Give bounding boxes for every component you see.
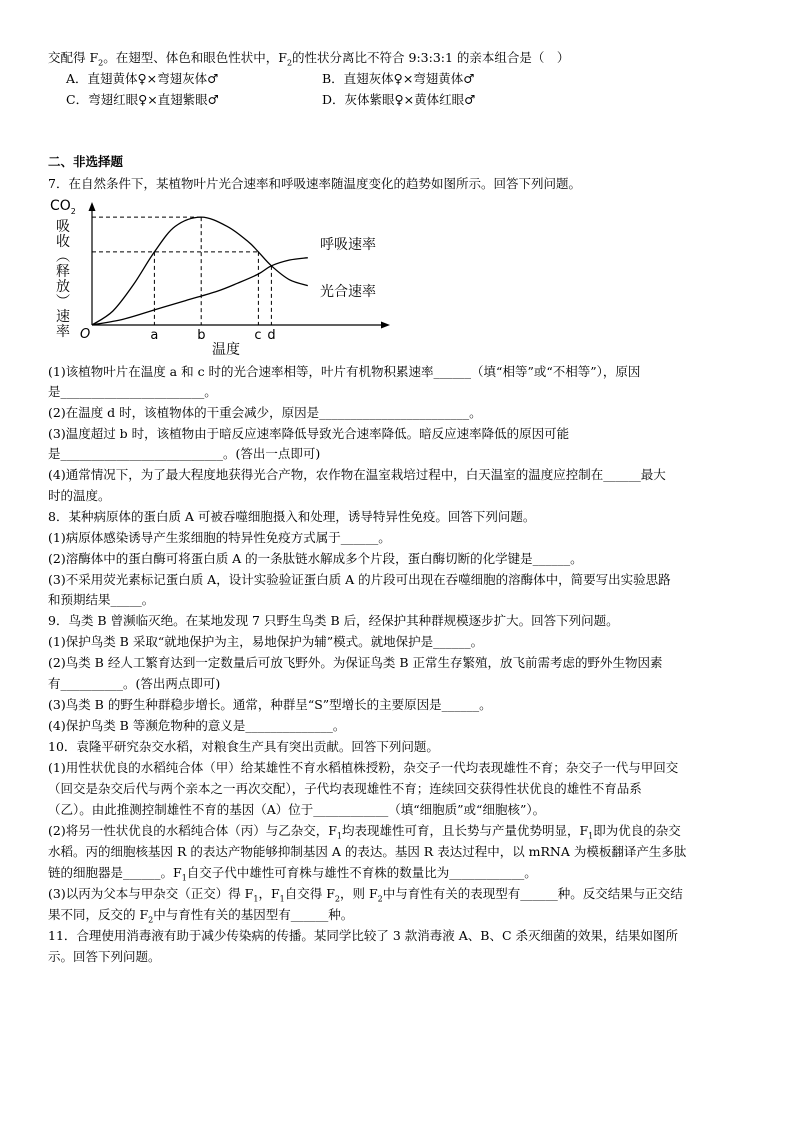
photosynthesis-respiration-chart (48, 197, 418, 359)
y-axis-label-char: 速 (56, 309, 70, 325)
y-axis-label-char: 放 (56, 279, 70, 295)
q9-line-3: 有__________。(答出两点即可) (48, 676, 221, 691)
q7-line-2: 是_______________________。 (48, 384, 217, 399)
x-tick-label-b: b (197, 328, 206, 343)
q7-line-5: 是__________________________。(答出一点即可) (48, 446, 321, 461)
q7-line-3: (2)在温度 d 时，该植物体的干重会减少，原因是________________________。 (48, 405, 482, 420)
q8-line-2: (2)溶酶体中的蛋白酶可将蛋白质 A 的一条肽链水解成多个片段，蛋白酶切断的化学键是______。 (48, 551, 583, 566)
y-axis-label-char: 收 (56, 234, 70, 250)
section-title: 二、非选择题 (48, 154, 124, 169)
y-axis-label-char: ︵ (56, 249, 70, 265)
q10-line-4: (2)将另一性状优良的水稻纯合体（丙）与乙杂交，$F_1$均表现雄性可育，且长势与产量优势明显，$F_1$即为优良的杂交 (48, 823, 681, 841)
q9-line-2: (2)鸟类 B 经人工繁育达到一定数量后可放飞野外。为保证鸟类 B 正常生存繁殖，放飞前需考虑的野外生物因素 (48, 655, 663, 670)
y-axis-label-char: 吸 (56, 219, 70, 235)
q7-line-1: (1)该植物叶片在温度 a 和 c 时的光合速率相等，叶片有机物积累速率______（填“相等”或“不相等”），原因 (48, 364, 641, 379)
q10-line-6: 链的细胞器是______。$F_1$自交子代中雄性可育株与雄性不育株的数量比为____________。 (48, 865, 537, 883)
q6-stem: 交配得 $F_2$。在翅型、体色和眼色性状中，$F_2$的性状分离比不符合 9:3:3:1 的亲本组合是（ ） (48, 50, 570, 68)
q10-line-7: (3)以丙为父本与甲杂交（正交）得 $F_1$，$F_1$自交得 $F_2$，则 $F_2$中与育性有关的表现型有______种。反交结果与正交结 (48, 886, 683, 904)
q11-line-2: 示。回答下列问题。 (48, 949, 161, 964)
origin-label: O (80, 327, 91, 342)
q6-option-a: A．直翅黄体♀×弯翅灰体♂ (66, 71, 219, 86)
q7-stem: 7．在自然条件下，某植物叶片光合速率和呼吸速率随温度变化的趋势如图所示。回答下列问题。 (48, 176, 581, 191)
q11-line-1: 11．合理使用消毒液有助于减少传染病的传播。某同学比较了 3 款消毒液 A、B、C 杀灭细菌的效果，结果如图所 (48, 928, 679, 943)
q10-line-2: （回交是杂交后代与两个亲本之一再次交配），子代均表现雄性不育；连续回交获得性状优良的雄性不育品系 (48, 781, 642, 796)
q6-option-b: B．直翅灰体♀×弯翅黄体♂ (322, 71, 475, 86)
legend-photosynthesis: 光合速率 (320, 284, 376, 300)
dashed-guides (92, 217, 271, 325)
q9-stem: 9．鸟类 B 曾濒临灭绝。在某地发现 7 只野生鸟类 B 后，经保护其种群规模逐步扩大。回答下列问题。 (48, 613, 619, 628)
q6-option-c: C．弯翅红眼♀×直翅紫眼♂ (66, 92, 219, 107)
x-axis-arrow (381, 322, 390, 329)
q10-stem: 10．袁隆平研究杂交水稻，对粮食生产具有突出贡献。回答下列问题。 (48, 739, 439, 754)
q6-option-d: D．灰体紫眼♀×黄体红眼♂ (322, 92, 476, 107)
y-axis-label-char: 释 (56, 264, 70, 280)
q9-line-4: (3)鸟类 B 的野生种群稳步增长。通常，种群呈“S”型增长的主要原因是______。 (48, 697, 492, 712)
q10-line-5: 水稻。丙的细胞核基因 R 的表达产物能够抑制基因 A 的表达。基因 R 表达过程中，以 mRNA 为模板翻译产生多肽 (48, 844, 687, 859)
y-axis-label-char: 率 (56, 324, 70, 340)
q9-line-5: (4)保护鸟类 B 等濒危物种的意义是______________。 (48, 718, 346, 733)
q8-line-1: (1)病原体感染诱导产生浆细胞的特异性免疫方式属于______。 (48, 530, 391, 545)
x-tick-label-d: d (267, 328, 276, 343)
q8-line-4: 和预期结果_____。 (48, 592, 155, 607)
y-axis-label-chars (56, 219, 70, 340)
y-axis-label-char: ︶ (56, 294, 70, 310)
q8-line-3: (3)不采用荧光素标记蛋白质 A，设计实验验证蛋白质 A 的片段可出现在吞噬细胞的溶酶体中，简要写出实验思路 (48, 572, 671, 587)
q7-line-7: 时的温度。 (48, 488, 111, 503)
respiration-curve (92, 258, 308, 325)
y-axis-arrow (89, 202, 96, 211)
q9-line-1: (1)保护鸟类 B 采取“就地保护为主，易地保护为辅”模式。就地保护是______。 (48, 634, 484, 649)
x-tick-label-a: a (150, 328, 159, 343)
q7-line-6: (4)通常情况下，为了最大程度地获得光合产物，农作物在温室栽培过程中，白天温室的温度应控制在______最大 (48, 467, 666, 482)
x-tick-label-c: c (254, 328, 262, 343)
photosynthesis-curve (92, 217, 308, 325)
q10-line-3: （乙）。由此推测控制雄性不育的基因（A）位于____________（填“细胞质”或“细胞核”）。 (48, 802, 546, 817)
y-axis-label-co2: $CO_2$ (50, 198, 76, 216)
q8-stem: 8．某种病原体的蛋白质 A 可被吞噬细胞摄入和处理，诱导特异性免疫。回答下列问题。 (48, 509, 536, 524)
x-ticks (150, 328, 275, 343)
x-axis-label: 温度 (212, 342, 240, 358)
q10-line-8: 果不同，反交的 $F_2$中与育性有关的基因型有______种。 (48, 907, 354, 925)
q10-line-1: (1)用性状优良的水稻纯合体（甲）给某雄性不育水稻植株授粉，杂交子一代均表现雄性不育；杂交子一代与甲回交 (48, 760, 679, 775)
q7-line-4: (3)温度超过 b 时，该植物由于暗反应速率降低导致光合速率降低。暗反应速率降低的原因可能 (48, 426, 570, 441)
legend-respiration: 呼吸速率 (320, 237, 376, 253)
